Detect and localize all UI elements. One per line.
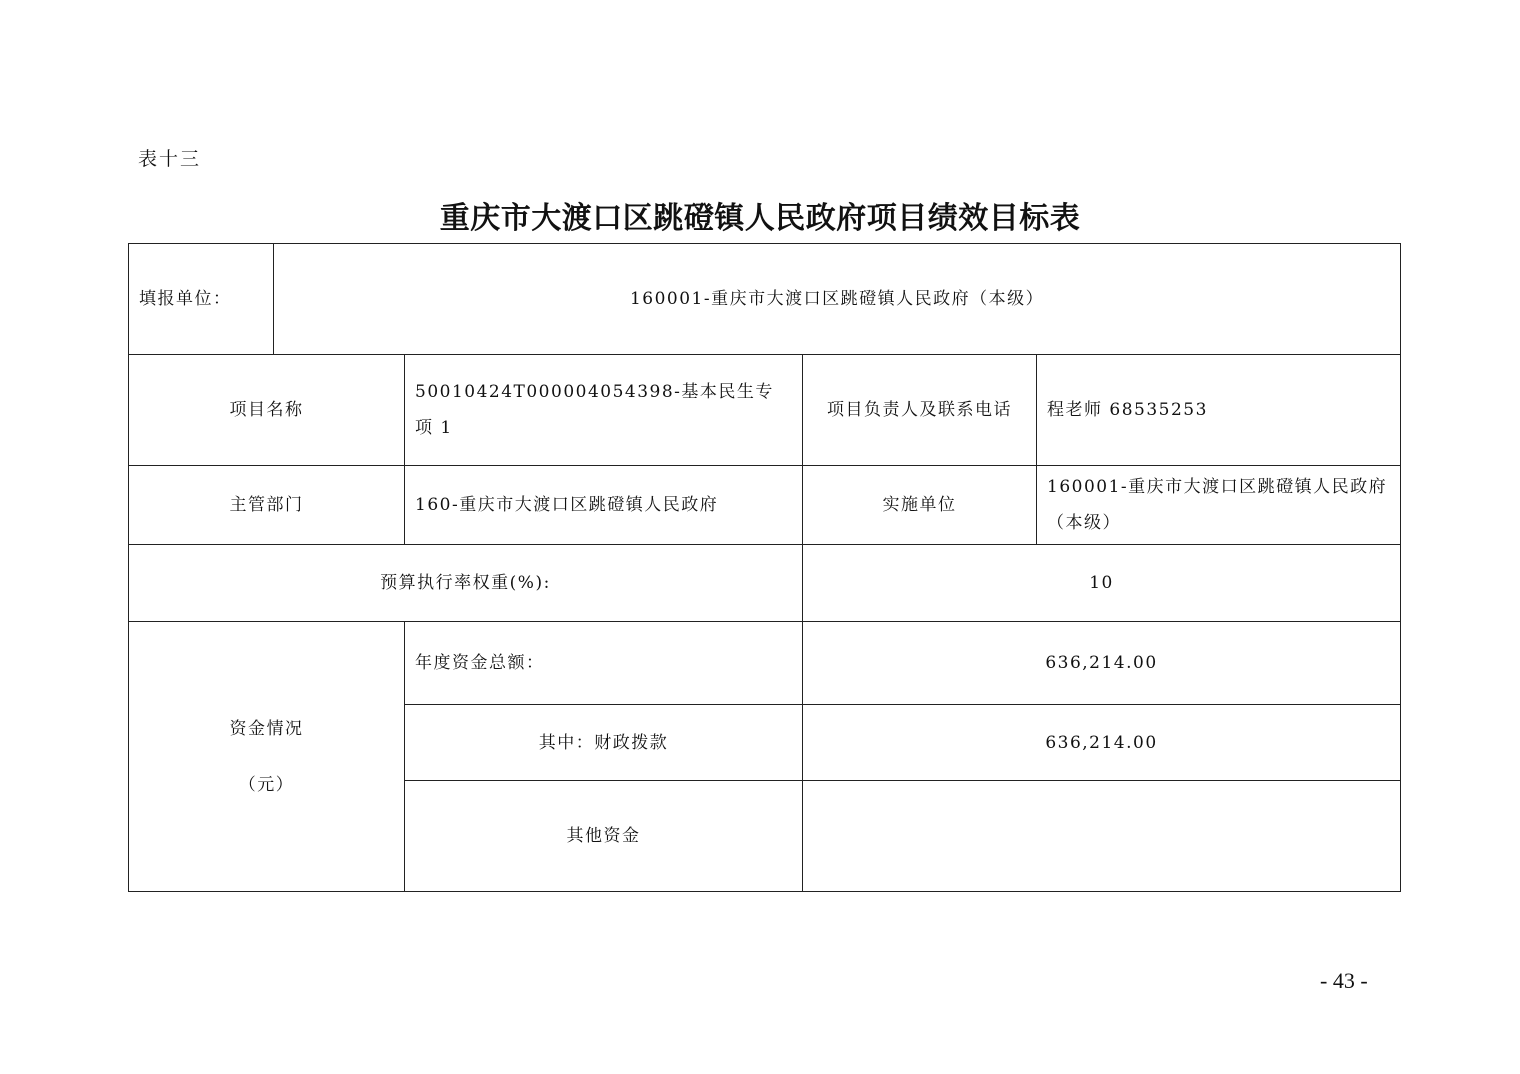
contact-label: 项目负责人及联系电话 — [803, 355, 1037, 466]
project-name-value: 50010424T000004054398-基本民生专项 1 — [405, 355, 803, 466]
funds-label-line1: 资金情况 — [229, 718, 304, 739]
annual-total-value: 636,214.00 — [803, 622, 1401, 705]
other-funds-label: 其他资金 — [405, 781, 803, 892]
fiscal-value: 636,214.00 — [803, 705, 1401, 781]
annual-total-label: 年度资金总额： — [405, 622, 803, 705]
funds-label — [129, 622, 405, 892]
table-label: 表十三 — [138, 148, 202, 170]
funds-label-line2: （元） — [238, 774, 295, 795]
page-number: - 43 - — [1320, 968, 1368, 993]
annual-total-row — [129, 622, 1401, 705]
reporting-unit-value: 160001-重庆市大渡口区跳磴镇人民政府（本级） — [274, 244, 1401, 355]
department-row — [129, 466, 1401, 545]
project-name-row — [129, 355, 1401, 466]
reporting-unit-label: 填报单位： — [129, 244, 274, 355]
budget-rate-value: 10 — [803, 545, 1401, 622]
contact-value: 程老师 68535253 — [1037, 355, 1401, 466]
budget-rate-label: 预算执行率权重(%): — [129, 545, 803, 622]
reporting-unit-row — [129, 244, 1401, 355]
implementer-label: 实施单位 — [803, 466, 1037, 545]
budget-rate-row — [129, 545, 1401, 622]
department-value: 160-重庆市大渡口区跳磴镇人民政府 — [405, 466, 803, 545]
performance-target-table — [128, 243, 1401, 892]
other-funds-value — [803, 781, 1401, 892]
implementer-value: 160001-重庆市大渡口区跳磴镇人民政府（本级） — [1037, 466, 1401, 545]
fiscal-label: 其中：财政拨款 — [405, 705, 803, 781]
project-name-label: 项目名称 — [129, 355, 405, 466]
page-title: 重庆市大渡口区跳磴镇人民政府项目绩效目标表 — [439, 201, 1081, 236]
department-label: 主管部门 — [129, 466, 405, 545]
